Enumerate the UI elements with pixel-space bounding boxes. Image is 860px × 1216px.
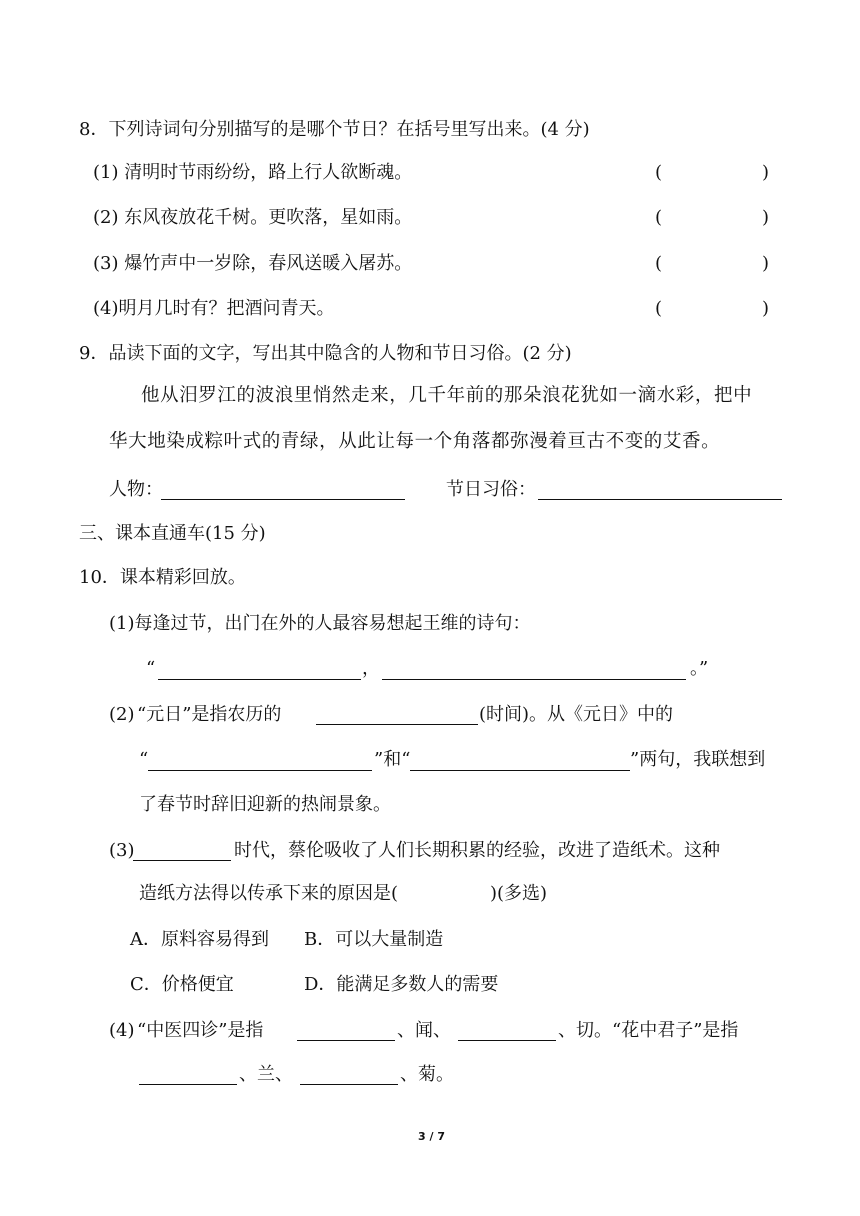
q9-custom-label: 节日习俗： <box>446 479 536 500</box>
q10-part-4-text-a: “中医四诊”是指 <box>137 1020 264 1041</box>
q10-part-2-quote-open: “ <box>139 749 149 770</box>
q10-part-4-text-c: 、切。“花中君子”是指 <box>558 1020 739 1041</box>
q10-option-a: A．原料容易得到 <box>130 929 269 950</box>
q10-part-3-line-2a: 造纸方法得以传承下来的原因是( <box>139 883 399 904</box>
q9-custom-blank[interactable] <box>538 498 782 500</box>
q10-part-2-line-3: 了春节时辞旧迎新的热闹景象。 <box>139 794 391 815</box>
q8-answer-2-open: ( <box>655 207 663 228</box>
q10-part-1-open-quote: “ <box>146 658 156 679</box>
q8-answer-3-close: ) <box>762 253 770 274</box>
q10-option-b: B．可以大量制造 <box>304 929 444 950</box>
q10-part-2-tail: ”两句，我联想到 <box>630 749 766 770</box>
q10-part-2-poem-blank-2[interactable] <box>410 769 630 771</box>
q10-part-4-text-e: 、菊。 <box>400 1064 454 1085</box>
q10-part-2-text-a: “元日”是指农历的 <box>137 704 282 725</box>
q10-part-4-blank-4[interactable] <box>300 1083 398 1085</box>
q10-part-2-text-b: (时间)。从《元日》中的 <box>479 704 674 725</box>
q10-option-d: D．能满足多数人的需要 <box>304 974 499 995</box>
q9-passage-line-2: 华大地染成粽叶式的青绿，从此让每一个角落都弥漫着亘古不变的艾香。 <box>109 431 721 452</box>
q10-part-1-comma: ， <box>362 658 380 679</box>
q10-part-1-end: 。” <box>690 658 709 679</box>
q8-answer-4-close: ) <box>762 298 770 319</box>
q8-answer-3-open: ( <box>655 253 663 274</box>
q8-answer-1-close: ) <box>762 162 770 183</box>
q8-title: 8．下列诗词句分别描写的是哪个节日？在括号里写出来。(4 分) <box>79 119 590 140</box>
q10-part-3-era-blank[interactable] <box>133 859 231 861</box>
q10-part-3-prefix: (3) <box>109 840 135 861</box>
q10-part-2-prefix: (2) <box>109 704 135 725</box>
q8-answer-1-open: ( <box>655 162 663 183</box>
q10-part-1-blank-2[interactable] <box>382 678 686 680</box>
q10-part-1-line-1: (1)每逢过节，出门在外的人最容易想起王维的诗句： <box>109 613 531 634</box>
q9-person-blank[interactable] <box>161 498 405 500</box>
q10-part-4-blank-3[interactable] <box>139 1083 237 1085</box>
q10-title: 10．课本精彩回放。 <box>79 567 246 588</box>
page-number: 3 / 7 <box>418 1130 445 1143</box>
q10-part-2-and: ”和“ <box>374 749 411 770</box>
q10-part-1-blank-1[interactable] <box>158 678 361 680</box>
section-3-heading: 三、课本直通车(15 分) <box>79 523 266 544</box>
q10-part-3-line-2b: )(多选) <box>490 883 548 904</box>
q9-person-label: 人物： <box>109 479 163 500</box>
q8-answer-4-open: ( <box>655 298 663 319</box>
q8-item-2: (2) 东风夜放花千树。更吹落，星如雨。 <box>93 207 413 228</box>
q10-part-4-blank-2[interactable] <box>458 1039 556 1041</box>
q9-passage-line-1: 他从汨罗江的波浪里悄然走来，几千年前的那朵浪花犹如一滴水彩，把中 <box>141 385 753 406</box>
q10-part-4-blank-1[interactable] <box>297 1039 395 1041</box>
q10-part-2-time-blank[interactable] <box>316 723 478 725</box>
q8-item-4: (4)明月几时有？把酒问青天。 <box>93 298 335 319</box>
q9-title: 9．品读下面的文字，写出其中隐含的人物和节日习俗。(2 分) <box>79 343 572 364</box>
q10-part-4-prefix: (4) <box>109 1020 135 1041</box>
q10-part-4-text-d: 、兰、 <box>239 1064 293 1085</box>
q10-part-4-text-b: 、闻、 <box>397 1020 451 1041</box>
q10-part-2-poem-blank-1[interactable] <box>148 769 372 771</box>
q8-item-1: (1) 清明时节雨纷纷，路上行人欲断魂。 <box>93 162 413 183</box>
q10-option-c: C．价格便宜 <box>130 974 234 995</box>
q10-part-3-text: 时代，蔡伦吸收了人们长期积累的经验，改进了造纸术。这种 <box>234 840 720 861</box>
q8-answer-2-close: ) <box>762 207 770 228</box>
q8-item-3: (3) 爆竹声中一岁除，春风送暖入屠苏。 <box>93 253 413 274</box>
